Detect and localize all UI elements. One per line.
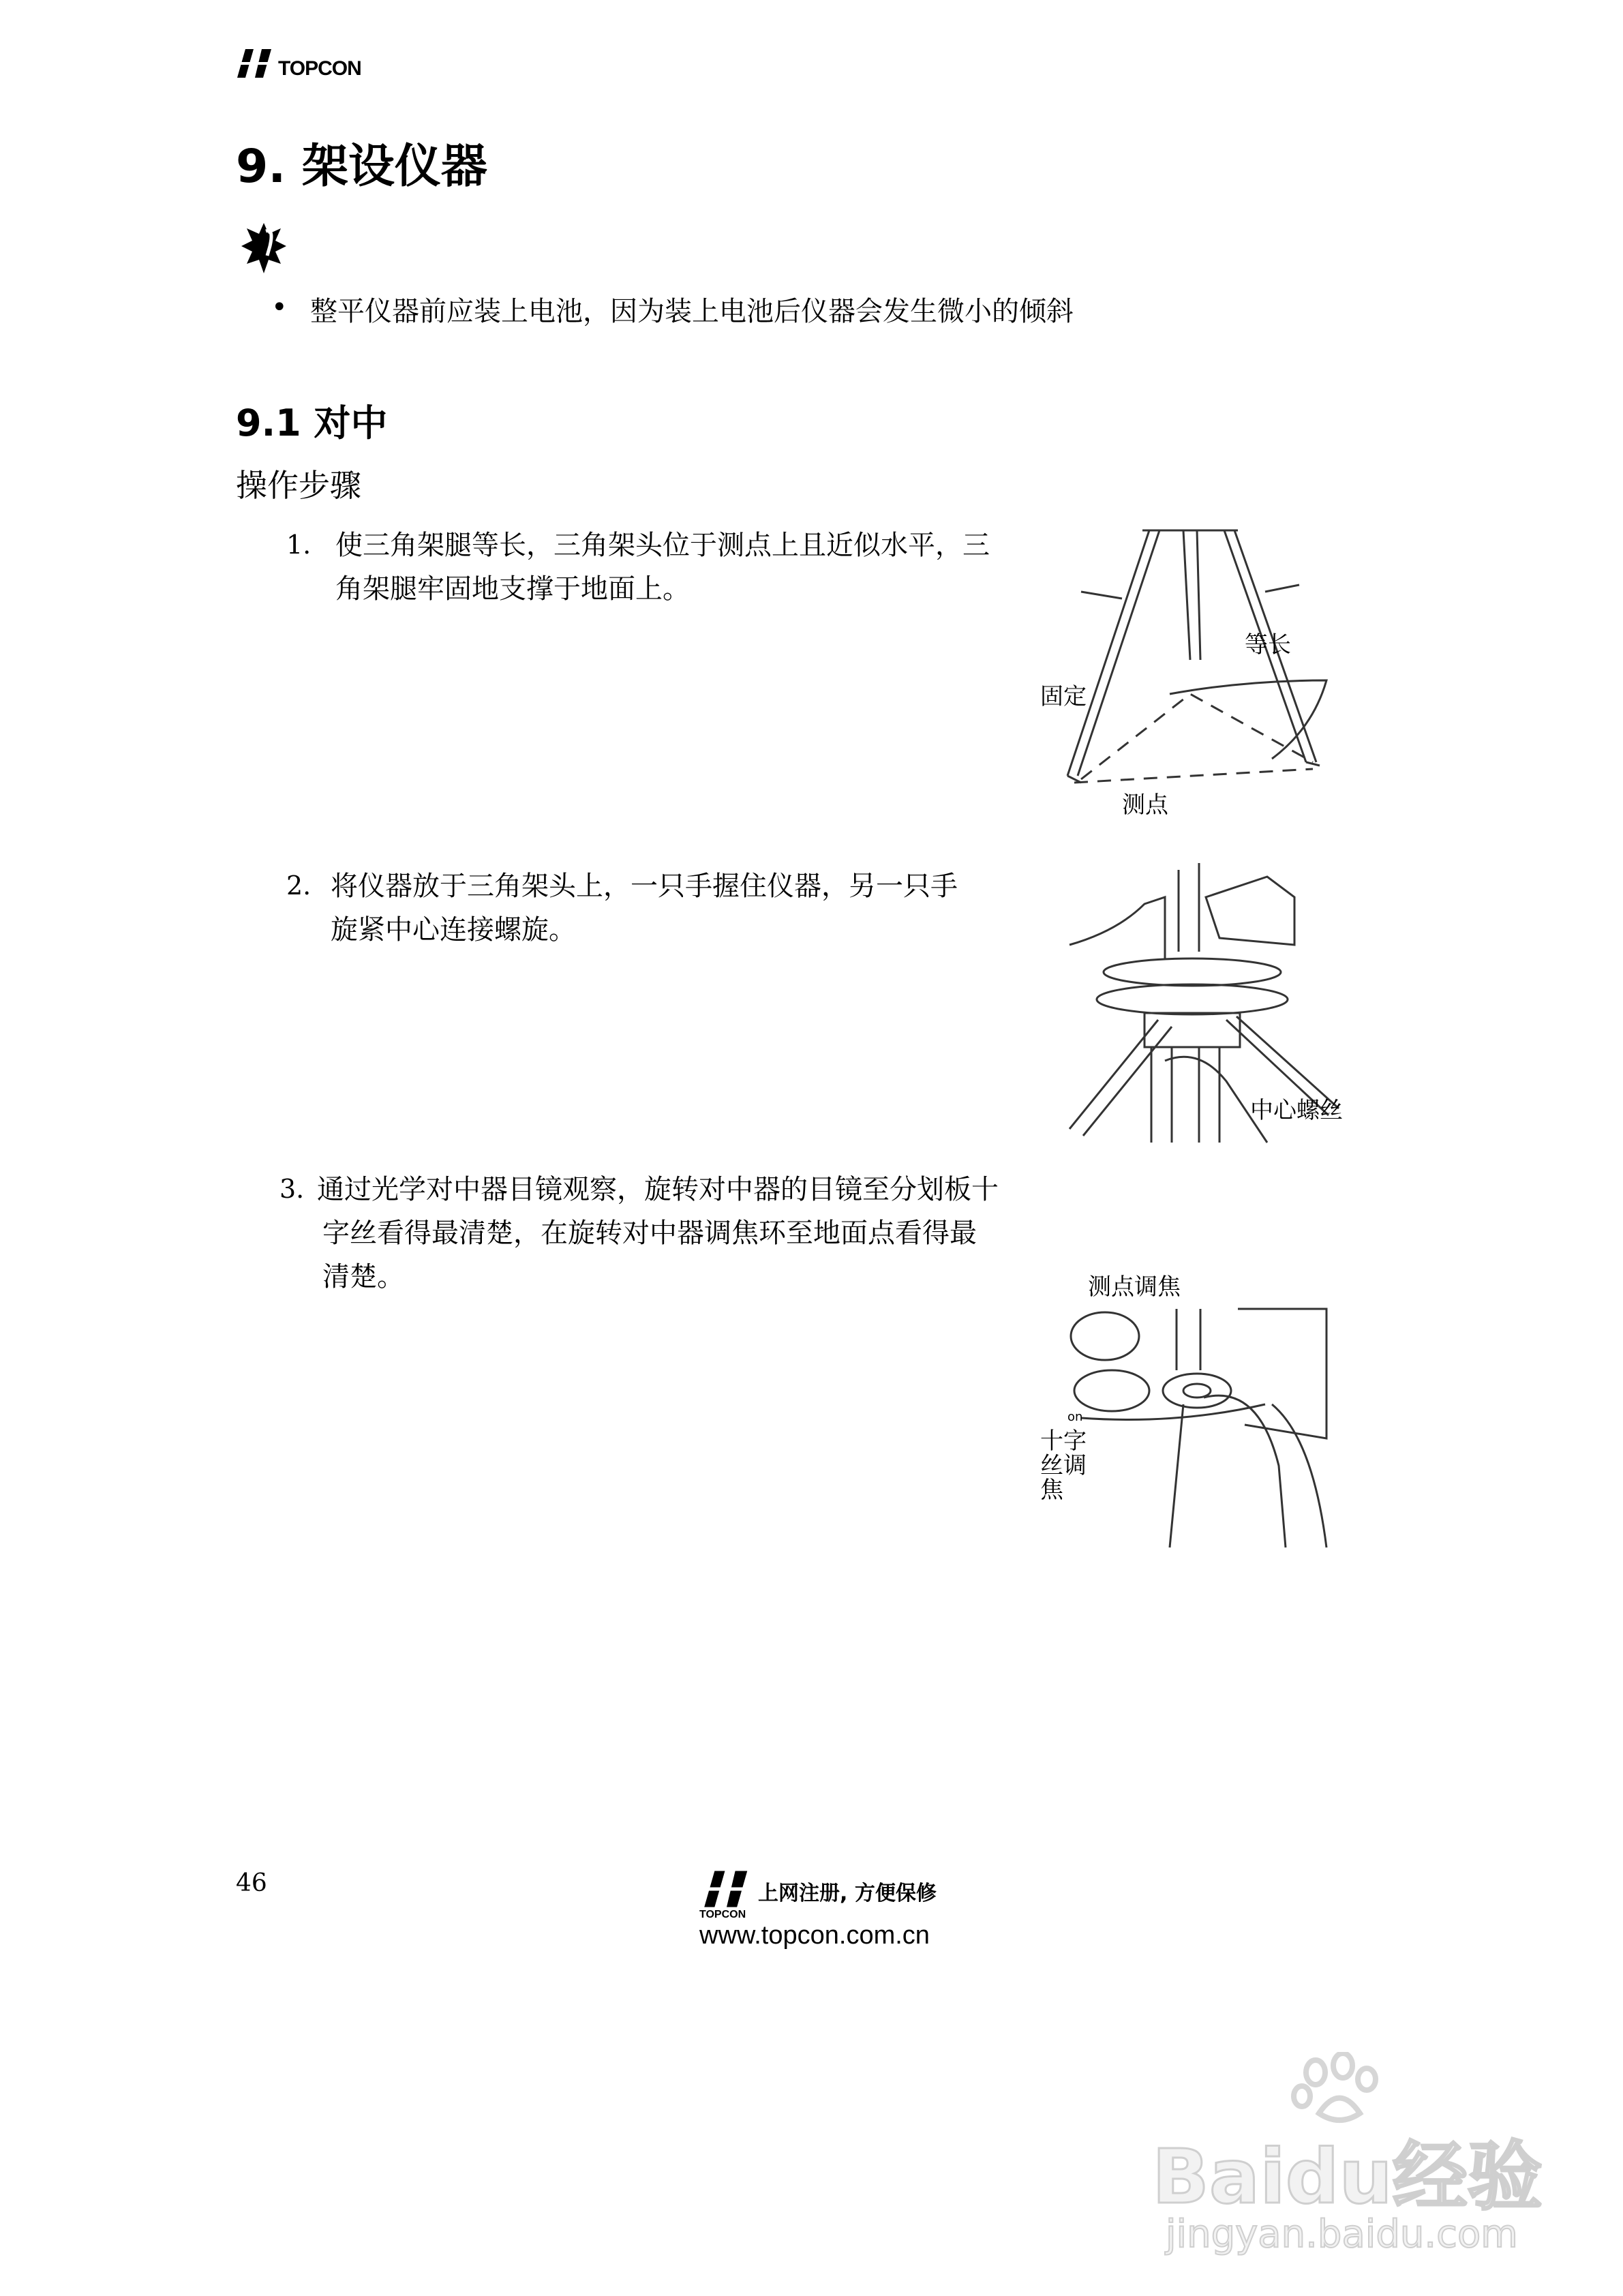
section-title: 9.1 对中 — [236, 402, 388, 444]
optical-plummet-drawing — [1040, 1261, 1340, 1561]
figure-label: 焦 — [1040, 1477, 1063, 1504]
step-line: 清楚。 — [322, 1261, 404, 1293]
step-number: 3. — [279, 1174, 305, 1204]
step-text — [317, 1168, 999, 1299]
instrument-mount-figure — [1063, 856, 1349, 1156]
tripod-figure — [1040, 524, 1354, 824]
figure-label: 中心螺丝 — [1250, 1097, 1343, 1124]
footer-brand: TOPCON — [699, 1909, 746, 1920]
step-line: 使三角架腿等长，三角架头位于测点上且近似水平，三 — [335, 530, 990, 561]
topcon-emblem-icon — [236, 48, 274, 79]
optical-plummet-figure — [1040, 1261, 1340, 1561]
figure-label: 测点调焦 — [1088, 1273, 1181, 1301]
step-text — [331, 864, 958, 952]
caution-text: 整平仪器前应装上电池，因为装上电池后仪器会发生微小的倾斜 — [310, 296, 1074, 327]
paw-icon — [1288, 2052, 1391, 2127]
footer-logo-block — [699, 1869, 937, 1950]
step-line: 将仪器放于三角架头上，一只手握住仪器，另一只手 — [331, 871, 958, 902]
figure-label: 十字 — [1040, 1428, 1087, 1455]
step-line: 字丝看得最清楚，在旋转对中器调焦环至地面点看得最 — [322, 1218, 977, 1249]
step-line: 角架腿牢固地支撑于地面上。 — [335, 573, 690, 605]
page-title: 9. 架设仪器 — [236, 140, 487, 194]
watermark-url: jingyan.baidu.com — [1166, 2212, 1518, 2256]
step-number: 1. — [286, 530, 312, 560]
procedure-heading: 操作步骤 — [236, 467, 361, 504]
bullet-dot: • — [271, 292, 288, 323]
figure-label: 固定 — [1040, 683, 1087, 710]
figure-label-stack — [1040, 1429, 1087, 1502]
topcon-emblem-icon — [699, 1869, 754, 1909]
footer-slogan: 上网注册, 方便保修 — [758, 1882, 937, 1905]
watermark-text: Baidu经验 — [1152, 2133, 1543, 2220]
figure-label: 丝调 — [1040, 1452, 1087, 1479]
topcon-logo — [236, 48, 361, 79]
step-line: 旋紧中心连接螺旋。 — [331, 914, 576, 946]
page-number: 46 — [236, 1869, 267, 1897]
step-line: 通过光学对中器目镜观察，旋转对中器的目镜至分划板十 — [317, 1174, 999, 1205]
figure-label: on — [1067, 1410, 1083, 1424]
figure-label: 测点 — [1122, 791, 1168, 819]
footer-url[interactable]: www.topcon.com.cn — [699, 1921, 930, 1950]
step-number: 2. — [286, 871, 312, 901]
tripod-drawing — [1040, 524, 1354, 824]
step-text — [335, 524, 990, 611]
brand-name: TOPCON — [278, 57, 361, 80]
caution-hand-icon — [240, 222, 288, 279]
figure-label: 等长 — [1245, 631, 1291, 659]
